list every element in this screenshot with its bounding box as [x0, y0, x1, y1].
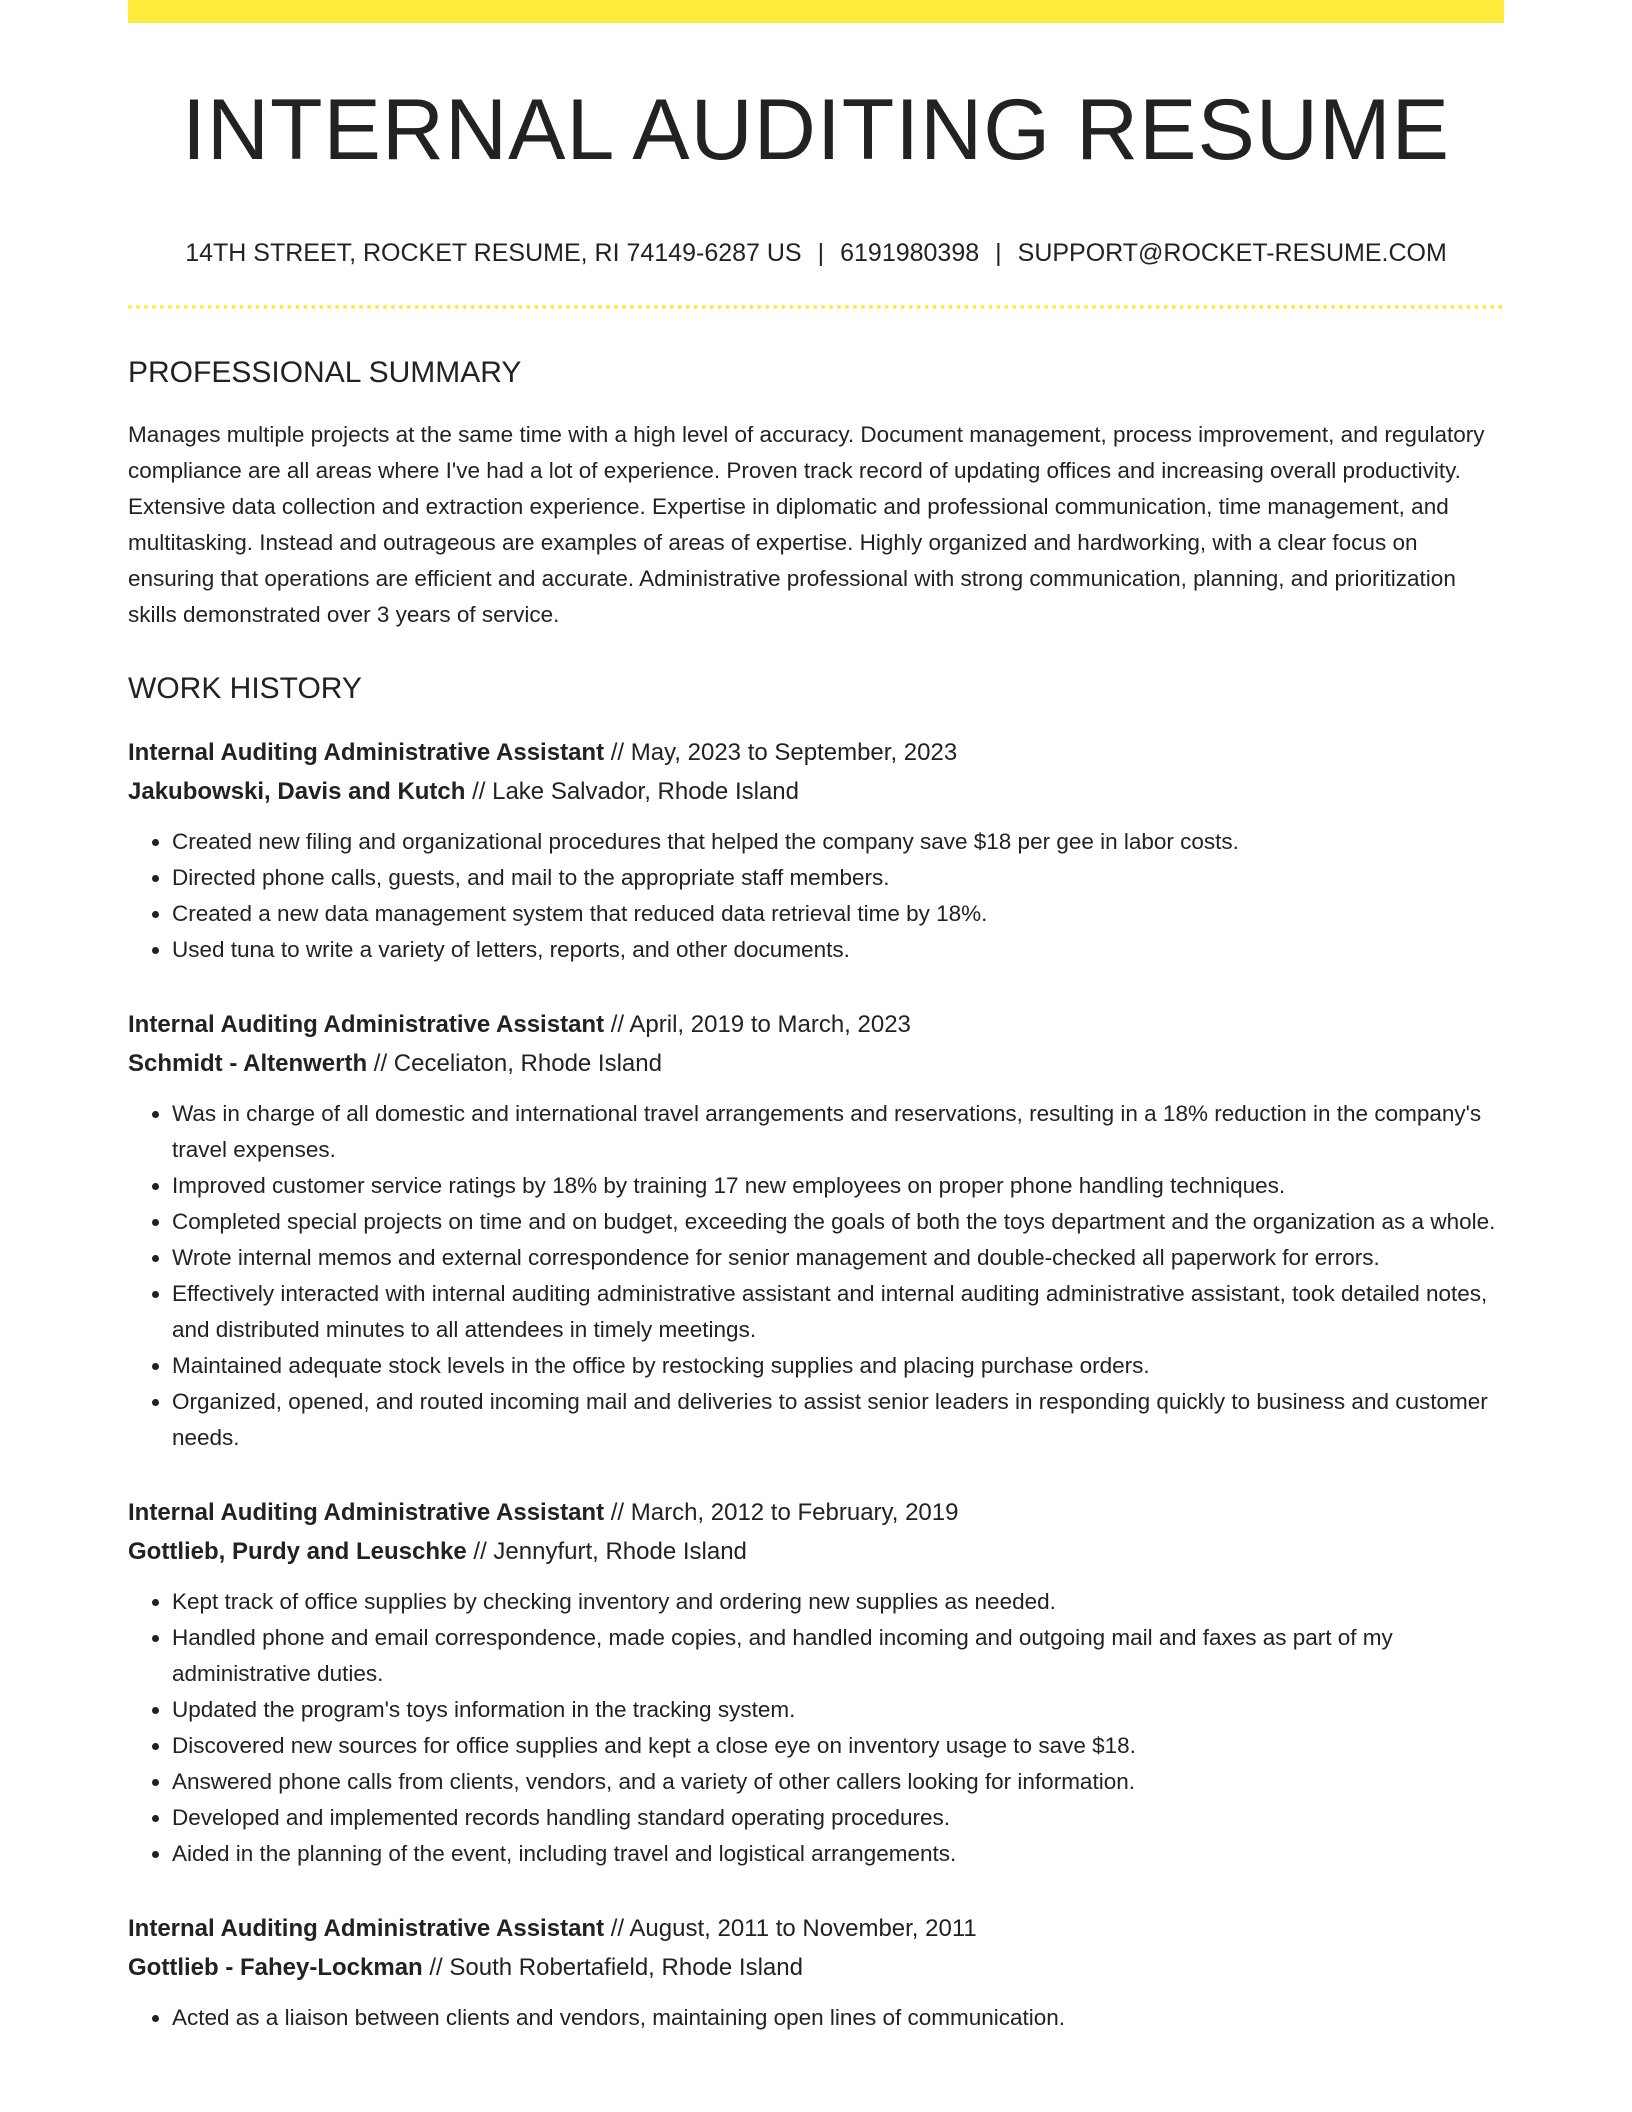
job-company: Schmidt - Altenwerth	[128, 1049, 368, 1077]
job-company-line	[128, 1044, 1504, 1083]
job-bullet: • Was in charge of all domestic and international travel arrangements and reservations, resulting in a 18% reduction in the company's travel expenses.	[172, 1096, 1504, 1168]
job-bullets	[128, 2000, 1504, 2036]
job-dates: // May, 2023 to September, 2023	[604, 738, 958, 766]
job-entry	[128, 733, 1504, 968]
job-title: Internal Auditing Administrative Assistant	[128, 1010, 605, 1038]
job-bullet: • Created a new data management system that reduced data retrieval time by 18%.	[172, 896, 1504, 932]
job-bullets	[128, 824, 1504, 968]
job-title-line	[128, 733, 1504, 772]
job-location: // Ceceliaton, Rhode Island	[367, 1049, 662, 1077]
job-location: // South Robertafield, Rhode Island	[422, 1953, 803, 1981]
job-bullet: • Organized, opened, and routed incoming mail and deliveries to assist senior leaders in responding quickly to business and customer needs.	[172, 1384, 1504, 1456]
job-company-line	[128, 1532, 1504, 1571]
job-bullets	[128, 1584, 1504, 1872]
job-bullet: • Maintained adequate stock levels in the office by restocking supplies and placing purchase orders.	[172, 1348, 1504, 1384]
job-title: Internal Auditing Administrative Assistant	[128, 738, 605, 766]
work-history-heading: WORK HISTORY	[128, 671, 362, 705]
job-title: Internal Auditing Administrative Assistant	[128, 1498, 605, 1526]
job-company: Jakubowski, Davis and Kutch	[128, 777, 466, 805]
job-bullet: • Answered phone calls from clients, vendors, and a variety of other callers looking for information.	[172, 1764, 1504, 1800]
dotted-divider	[128, 305, 1504, 309]
job-bullet: • Discovered new sources for office supplies and kept a close eye on inventory usage to save $18.	[172, 1728, 1504, 1764]
job-bullet: • Handled phone and email correspondence, made copies, and handled incoming and outgoing mail and faxes as part of my administrative duties.	[172, 1620, 1504, 1692]
job-entry	[128, 1493, 1504, 1872]
job-company: Gottlieb, Purdy and Leuschke	[128, 1537, 467, 1565]
job-location: // Jennyfurt, Rhode Island	[466, 1537, 747, 1565]
job-title-line	[128, 1493, 1504, 1532]
job-bullet: • Wrote internal memos and external correspondence for senior management and double-checked all paperwork for errors.	[172, 1240, 1504, 1276]
job-entry	[128, 1005, 1504, 1456]
job-bullet: • Aided in the planning of the event, including travel and logistical arrangements.	[172, 1836, 1504, 1872]
contact-line	[128, 237, 1504, 270]
job-bullet: • Developed and implemented records handling standard operating procedures.	[172, 1800, 1504, 1836]
job-dates: // March, 2012 to February, 2019	[604, 1498, 959, 1526]
contact-address: 14TH STREET, ROCKET RESUME, RI 74149-6287 US	[185, 239, 802, 268]
job-dates: // August, 2011 to November, 2011	[604, 1914, 977, 1942]
job-bullet: • Created new filing and organizational procedures that helped the company save $18 per gee in labor costs.	[172, 824, 1504, 860]
contact-phone: 6191980398	[840, 239, 980, 268]
job-bullet: • Improved customer service ratings by 18% by training 17 new employees on proper phone handling techniques.	[172, 1168, 1504, 1204]
job-bullets	[128, 1096, 1504, 1456]
job-title: Internal Auditing Administrative Assistant	[128, 1914, 605, 1942]
job-company-line	[128, 772, 1504, 811]
job-bullet: • Effectively interacted with internal auditing administrative assistant and internal auditing administrative assistant, took detailed notes, and distributed minutes to all attendees in timely meetings.	[172, 1276, 1504, 1348]
job-title-line	[128, 1909, 1504, 1948]
job-company: Gottlieb - Fahey-Lockman	[128, 1953, 423, 1981]
job-bullet: • Acted as a liaison between clients and vendors, maintaining open lines of communication.	[172, 2000, 1504, 2036]
summary-heading: PROFESSIONAL SUMMARY	[128, 355, 522, 389]
resume-title: INTERNAL AUDITING RESUME	[182, 82, 1450, 178]
summary-text: Manages multiple projects at the same time with a high level of accuracy. Document management, process improvement, and regulatory compliance are all areas where I've had a lot of experience. Proven track record of updating offices and increasing overall productivity. Extensive data collection and extraction experience. Expertise in diplomatic and professional communication, time management, and multitasking. Instead and outrageous are examples of areas of expertise. Highly organized and hardworking, with a clear focus on ensuring that operations are efficient and accurate. Administrative professional with strong communication, planning, and prioritization skills demonstrated over 3 years of service.	[128, 421, 1485, 627]
job-dates: // April, 2019 to March, 2023	[604, 1010, 911, 1038]
job-location: // Lake Salvador, Rhode Island	[465, 777, 799, 805]
contact-email[interactable]: SUPPORT@ROCKET-RESUME.COM	[1017, 239, 1447, 268]
resume-page	[128, 0, 1504, 2036]
job-title-line	[128, 1005, 1504, 1044]
job-bullet: • Used tuna to write a variety of letters, reports, and other documents.	[172, 932, 1504, 968]
contact-separator: |	[995, 239, 1002, 268]
contact-separator: |	[817, 239, 825, 268]
accent-top-bar	[128, 0, 1504, 23]
job-company-line	[128, 1948, 1504, 1987]
job-bullet: • Kept track of office supplies by checking inventory and ordering new supplies as needed.	[172, 1584, 1504, 1620]
job-bullet: • Updated the program's toys information in the tracking system.	[172, 1692, 1504, 1728]
job-bullet: • Directed phone calls, guests, and mail to the appropriate staff members.	[172, 860, 1504, 896]
job-bullet: • Completed special projects on time and on budget, exceeding the goals of both the toys department and the organization as a whole.	[172, 1204, 1504, 1240]
job-entry	[128, 1909, 1504, 2036]
